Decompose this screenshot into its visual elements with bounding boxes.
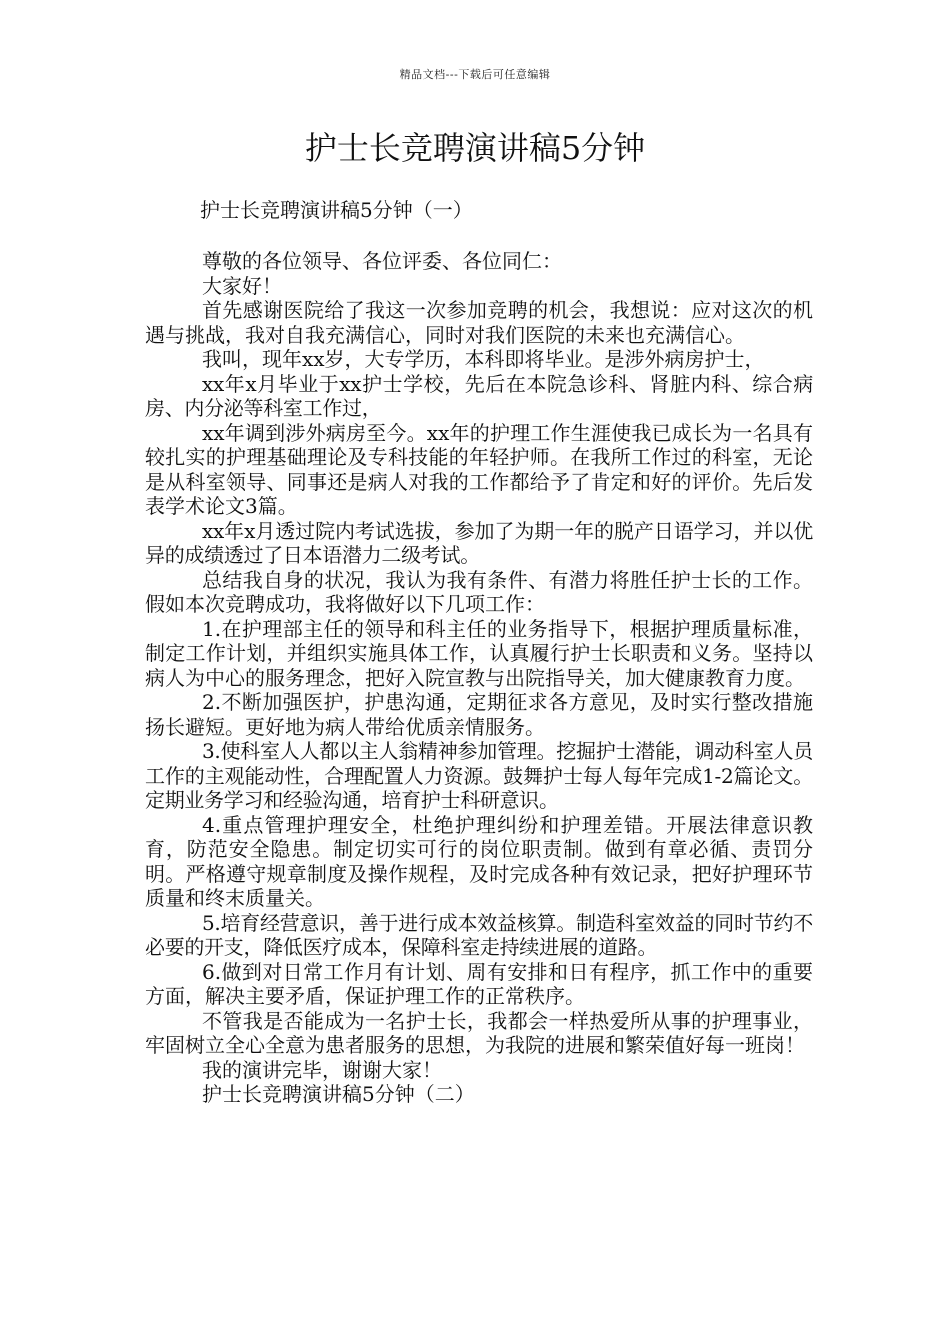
paragraph: 不管我是否能成为一名护士长，我都会一样热爱所从事的护理事业，牢固树立全心全意为患者服务的思想，为我院的进展和繁荣值好每一班岗！ [145, 1008, 813, 1057]
paragraph-greeting: 大家好！ [202, 273, 282, 298]
paragraph: 首先感谢医院给了我这一次参加竞聘的机会，我想说：应对这次的机遇与挑战，我对自我充满信心，同时对我们医院的未来也充满信心。 [145, 298, 813, 347]
list-item: 1.在护理部主任的领导和科主任的业务指导下，根据护理质量标准，制定工作计划，并组织实施具体工作，认真履行护士长职责和义务。坚持以病人为中心的服务理念，把好入院宣教与出院指导关，加大健康教育力度。 [145, 616, 813, 690]
header-note: 精品文档---下载后可任意编辑 [399, 68, 551, 81]
paragraph: xx年x月毕业于xx护士学校，先后在本院急诊科、肾脏内科、综合病房、内分泌等科室工作过， [145, 371, 813, 420]
paragraph: 总结我自身的状况，我认为我有条件、有潜力将胜任护士长的工作。假如本次竞聘成功，我将做好以下几项工作： [145, 567, 813, 616]
paragraph: 我叫，现年xx岁，大专学历，本科即将毕业。是涉外病房护士， [202, 347, 765, 371]
list-item: 3.使科室人人都以主人翁精神参加管理。挖掘护士潜能，调动科室人员工作的主观能动性，合理配置人力资源。鼓舞护士每人每年完成1-2篇论文。定期业务学习和经验沟通，培育护士科研意识。 [145, 739, 813, 812]
list-item: 5.培育经营意识，善于进行成本效益核算。制造科室效益的同时节约不必要的开支，降低医疗成本，保障科室走持续进展的道路。 [145, 910, 813, 959]
document-title: 护士长竞聘演讲稿5分钟 [304, 129, 646, 167]
paragraph: xx年调到涉外病房至今。xx年的护理工作生涯使我已成长为一名具有较扎实的护理基础理论及专科技能的年轻护师。在我所工作过的科室，无论是从科室领导、同事还是病人对我的工作都给予了肯定和好的评价。先后发表学术论文3篇。 [145, 420, 813, 518]
list-item: 6.做到对日常工作月有计划、周有安排和日有程序，抓工作中的重要方面，解决主要矛盾，保证护理工作的正常秩序。 [145, 959, 813, 1008]
section-heading-two: 护士长竞聘演讲稿5分钟（二） [202, 1082, 475, 1106]
paragraph-closing: 我的演讲完毕，谢谢大家！ [202, 1057, 442, 1082]
document-body [145, 249, 813, 1107]
section-heading-one: 护士长竞聘演讲稿5分钟（一） [200, 198, 473, 222]
paragraph: xx年x月透过院内考试选拔，参加了为期一年的脱产日语学习，并以优异的成绩透过了日本语潜力二级考试。 [145, 518, 813, 567]
list-item: 2.不断加强医护，护患沟通，定期征求各方意见，及时实行整改措施扬长避短。更好地为病人带给优质亲情服务。 [145, 690, 813, 739]
paragraph-salutation: 尊敬的各位领导、各位评委、各位同仁： [202, 249, 562, 273]
list-item: 4.重点管理护理安全，杜绝护理纠纷和护理差错。开展法律意识教育，防范安全隐患。制定切实可行的岗位职责制。做到有章必循、责罚分明。严格遵守规章制度及操作规程，及时完成各种有效记录，把好护理环节质量和终末质量关。 [145, 812, 813, 910]
